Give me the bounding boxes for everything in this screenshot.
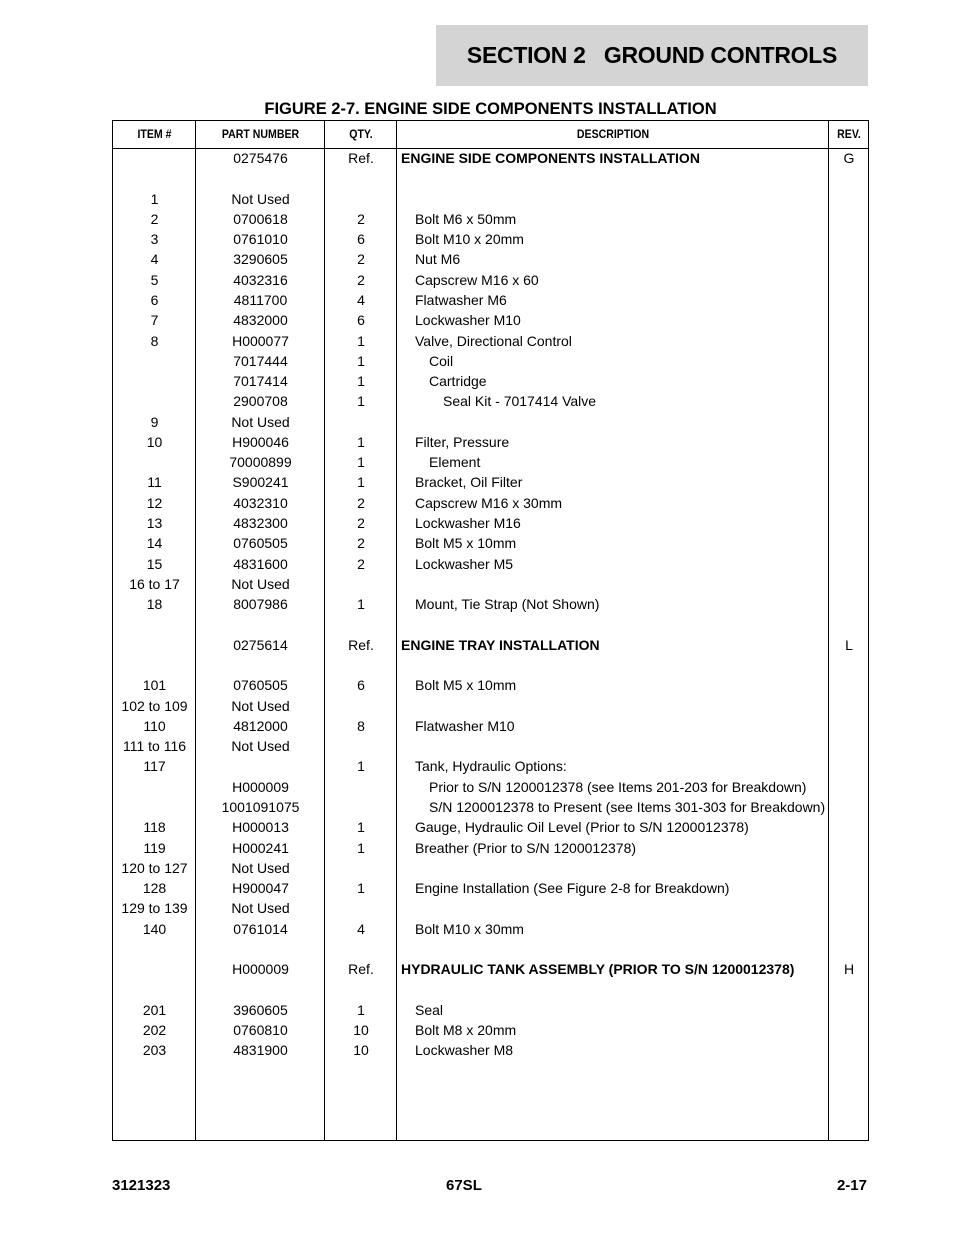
part-number-cell: 70000899 [229, 454, 292, 471]
table-row [113, 901, 868, 921]
table-row [113, 192, 868, 212]
description-cell: Lockwasher M16 [415, 515, 521, 532]
table-row [113, 638, 868, 658]
description-cell: Lockwasher M10 [415, 312, 521, 329]
part-number-cell: 4812000 [233, 717, 288, 734]
item-number-cell: 14 [146, 535, 163, 552]
item-number-cell: 120 to 127 [121, 859, 188, 876]
item-number-cell: 7 [150, 312, 159, 329]
header-divider [113, 148, 868, 149]
item-number-cell: 128 [142, 880, 167, 897]
quantity-cell: 6 [357, 231, 365, 248]
description-cell: Bolt M8 x 20mm [415, 1022, 517, 1039]
table-row [113, 435, 868, 455]
figure-title: FIGURE 2-7. ENGINE SIDE COMPONENTS INSTALLATION [264, 100, 717, 118]
part-number-cell: 0275614 [233, 636, 288, 653]
part-number-cell: H000009 [232, 961, 289, 978]
quantity-cell: 10 [353, 1042, 369, 1059]
quantity-cell: 2 [357, 271, 365, 288]
table-row [113, 982, 868, 1002]
table-row [113, 800, 868, 820]
table-row [113, 252, 868, 272]
item-number-cell: 13 [146, 515, 163, 532]
part-number-cell: 3290605 [233, 251, 288, 268]
part-number-cell: 0700618 [233, 210, 288, 227]
part-number-cell: 0760810 [233, 1022, 288, 1039]
revision-cell: H [843, 961, 855, 978]
quantity-cell: 1 [357, 454, 365, 471]
quantity-cell: 1 [357, 819, 365, 836]
quantity-cell: 2 [357, 494, 365, 511]
item-number-cell: 16 to 17 [129, 575, 180, 592]
description-cell: Bolt M10 x 30mm [415, 920, 524, 937]
part-number-cell: 4832000 [233, 312, 288, 329]
description-cell: HYDRAULIC TANK ASSEMBLY (PRIOR TO S/N 1200012378) [401, 961, 795, 978]
quantity-cell: 4 [357, 291, 365, 308]
part-number-cell: H900046 [232, 433, 289, 450]
table-row [113, 1043, 868, 1063]
part-number-cell: 7017444 [233, 352, 288, 369]
part-number-cell: 4832300 [233, 515, 288, 532]
item-number-cell: 11 [147, 474, 162, 491]
item-number-cell: 18 [146, 596, 163, 613]
description-cell: ENGINE SIDE COMPONENTS INSTALLATION [401, 150, 700, 166]
part-number-cell: Not Used [231, 190, 290, 207]
table-row [113, 577, 868, 597]
table-row [113, 597, 868, 617]
column-header-part-number: PART NUMBER [221, 127, 300, 141]
table-row [113, 820, 868, 840]
quantity-cell: 1 [357, 474, 365, 491]
table-row [113, 293, 868, 313]
description-cell: Coil [429, 352, 454, 369]
description-cell: Bolt M6 x 50mm [415, 210, 517, 227]
item-number-cell: 119 [143, 839, 166, 856]
description-cell: Mount, Tie Strap (Not Shown) [415, 596, 600, 613]
quantity-cell: 2 [357, 251, 365, 268]
quantity-cell: 2 [357, 515, 365, 532]
table-row [113, 617, 868, 637]
table-row [113, 516, 868, 536]
quantity-cell: 1 [357, 596, 365, 613]
description-cell: Capscrew M16 x 30mm [415, 494, 563, 511]
table-row [113, 374, 868, 394]
table-row [113, 881, 868, 901]
revision-cell: G [843, 150, 855, 166]
description-cell: Bracket, Oil Filter [415, 474, 523, 491]
table-row [113, 841, 868, 861]
description-cell: Seal [415, 1001, 444, 1018]
table-row [113, 334, 868, 354]
part-number-cell: Not Used [231, 900, 290, 917]
description-cell: Seal Kit - 7017414 Valve [443, 393, 597, 410]
part-number-cell: H000013 [232, 819, 289, 836]
quantity-cell: 2 [357, 210, 365, 227]
description-cell: Lockwasher M5 [415, 555, 514, 572]
column-header-item: ITEM # [137, 127, 172, 141]
part-number-cell: H000009 [232, 778, 289, 795]
quantity-cell: 10 [353, 1022, 369, 1039]
quantity-cell: 1 [357, 839, 365, 856]
part-number-cell: 1001091075 [221, 798, 300, 815]
table-row [113, 1003, 868, 1023]
part-number-cell: 0275476 [233, 150, 288, 166]
revision-cell: L [845, 636, 853, 653]
part-number-cell: 4831600 [233, 555, 288, 572]
item-number-cell: 102 to 109 [121, 697, 188, 714]
quantity-cell: 6 [357, 677, 365, 694]
table-row [113, 232, 868, 252]
quantity-cell: Ref. [348, 636, 374, 653]
quantity-cell: 2 [357, 555, 365, 572]
column-header-rev: REV. [837, 127, 861, 141]
description-cell: S/N 1200012378 to Present (see Items 301-303 for Breakdown) [429, 798, 826, 815]
part-number-cell: 7017414 [233, 373, 288, 390]
part-number-cell: Not Used [231, 697, 290, 714]
quantity-cell: 2 [357, 535, 365, 552]
part-number-cell: 4811700 [233, 291, 288, 308]
part-number-cell: H900047 [232, 880, 289, 897]
item-number-cell: 117 [143, 758, 166, 775]
description-cell: Cartridge [429, 373, 487, 390]
table-row [113, 273, 868, 293]
description-cell: Capscrew M16 x 60 [415, 271, 539, 288]
part-number-cell: 2900708 [233, 393, 288, 410]
quantity-cell: 8 [357, 717, 365, 734]
item-number-cell: 6 [150, 291, 159, 308]
quantity-cell: 6 [357, 312, 365, 329]
description-cell: Lockwasher M8 [415, 1042, 514, 1059]
table-row [113, 719, 868, 739]
table-row [113, 536, 868, 556]
part-number-cell: 0761014 [233, 920, 288, 937]
table-row [113, 699, 868, 719]
table-row [113, 415, 868, 435]
description-cell: Gauge, Hydraulic Oil Level (Prior to S/N 1200012378) [415, 819, 749, 836]
item-number-cell: 202 [142, 1022, 167, 1039]
quantity-cell: Ref. [348, 961, 374, 978]
table-row [113, 171, 868, 191]
quantity-cell: 1 [357, 332, 365, 349]
item-number-cell: 201 [142, 1001, 167, 1018]
quantity-cell: 4 [357, 920, 365, 937]
item-number-cell: 5 [150, 271, 159, 288]
description-cell: Nut M6 [415, 251, 461, 268]
part-number-cell: 4032316 [233, 271, 288, 288]
part-number-cell: 0760505 [233, 677, 288, 694]
quantity-cell: 1 [357, 393, 365, 410]
description-cell: Flatwasher M6 [415, 291, 507, 308]
quantity-cell: 1 [357, 373, 365, 390]
description-cell: Breather (Prior to S/N 1200012378) [415, 839, 637, 856]
quantity-cell: 1 [357, 758, 365, 775]
table-row [113, 1023, 868, 1043]
item-number-cell: 9 [150, 413, 159, 430]
table-row [113, 151, 868, 171]
item-number-cell: 101 [142, 677, 167, 694]
table-row [113, 739, 868, 759]
part-number-cell: H000077 [232, 332, 289, 349]
description-cell: Bolt M5 x 10mm [415, 677, 517, 694]
part-number-cell: 0761010 [233, 231, 288, 248]
table-row [113, 394, 868, 414]
part-number-cell: 4831900 [233, 1042, 288, 1059]
quantity-cell: 1 [357, 433, 365, 450]
model-name: 67SL [446, 1177, 482, 1194]
table-row [113, 759, 868, 779]
part-number-cell: 0760505 [233, 535, 288, 552]
item-number-cell: 111 to 116 [122, 738, 187, 755]
table-row [113, 942, 868, 962]
part-number-cell: 4032310 [233, 494, 288, 511]
column-header-description: DESCRIPTION [576, 127, 650, 141]
table-row [113, 313, 868, 333]
item-number-cell: 1 [150, 190, 159, 207]
quantity-cell: 1 [357, 352, 365, 369]
column-header-qty: QTY. [349, 127, 373, 141]
page-number: 2-17 [836, 1177, 867, 1194]
table-row [113, 475, 868, 495]
item-number-cell: 12 [146, 494, 163, 511]
table-row [113, 922, 868, 942]
item-number-cell: 203 [142, 1042, 167, 1059]
table-row [113, 658, 868, 678]
quantity-cell: 1 [357, 1001, 365, 1018]
item-number-cell: 10 [146, 433, 163, 450]
table-row [113, 212, 868, 232]
part-number-cell: Not Used [231, 413, 290, 430]
table-row [113, 557, 868, 577]
part-number-cell: H000241 [232, 839, 289, 856]
description-cell: ENGINE TRAY INSTALLATION [401, 636, 600, 653]
item-number-cell: 15 [146, 555, 163, 572]
description-cell: Bolt M10 x 20mm [415, 231, 524, 248]
part-number-cell: Not Used [231, 575, 290, 592]
section-title: SECTION 2 GROUND CONTROLS [466, 42, 838, 68]
table-row [113, 678, 868, 698]
section-header [436, 25, 868, 86]
item-number-cell: 110 [143, 717, 166, 734]
table-row [113, 861, 868, 881]
part-number-cell: 3960605 [233, 1001, 288, 1018]
description-cell: Engine Installation (See Figure 2-8 for Breakdown) [415, 880, 730, 897]
table-row [113, 455, 868, 475]
parts-table [112, 120, 869, 1141]
description-cell: Bolt M5 x 10mm [415, 535, 517, 552]
item-number-cell: 2 [150, 210, 159, 227]
description-cell: Valve, Directional Control [415, 332, 572, 349]
quantity-cell: Ref. [348, 150, 374, 166]
description-cell: Flatwasher M10 [415, 717, 515, 734]
item-number-cell: 3 [150, 231, 159, 248]
part-number-cell: Not Used [231, 738, 290, 755]
table-row [113, 780, 868, 800]
description-cell: Prior to S/N 1200012378 (see Items 201-203 for Breakdown) [429, 778, 807, 795]
part-number-cell: 8007986 [233, 596, 288, 613]
part-number-cell: Not Used [231, 859, 290, 876]
description-cell: Filter, Pressure [415, 433, 510, 450]
table-row [113, 496, 868, 516]
table-row [113, 354, 868, 374]
description-cell: Tank, Hydraulic Options: [415, 758, 567, 775]
doc-number: 3121323 [112, 1177, 171, 1194]
item-number-cell: 140 [142, 920, 167, 937]
item-number-cell: 129 to 139 [121, 900, 188, 917]
item-number-cell: 118 [143, 819, 166, 836]
part-number-cell: S900241 [232, 474, 289, 491]
table-row [113, 962, 868, 982]
item-number-cell: 8 [150, 332, 159, 349]
item-number-cell: 4 [150, 251, 159, 268]
quantity-cell: 1 [357, 880, 365, 897]
description-cell: Element [429, 454, 481, 471]
